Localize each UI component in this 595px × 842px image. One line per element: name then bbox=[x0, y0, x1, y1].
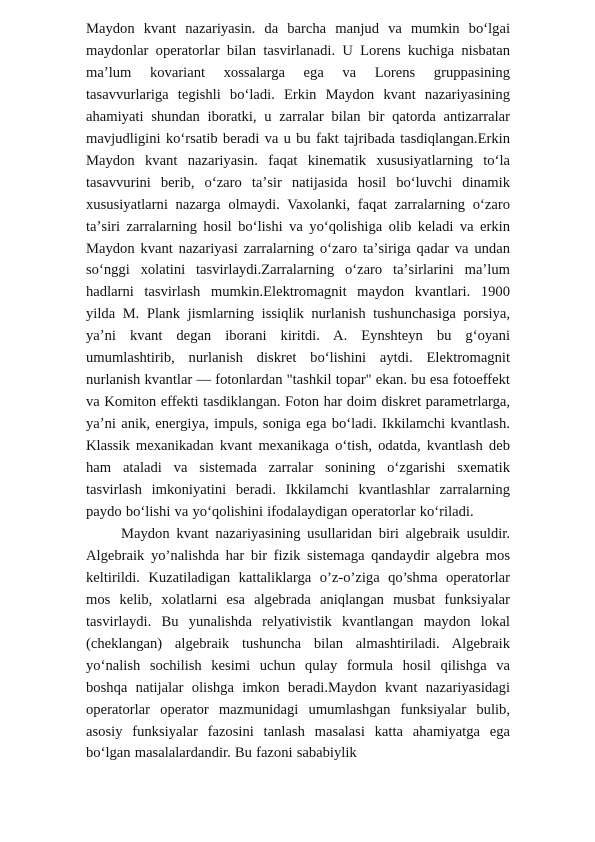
document-page bbox=[86, 19, 510, 765]
paragraph-field-quantization: Maydon kvant nazariyasin. da barcha manjud va mumkin boʻlgai maydonlar operatorlar bilan tasvirlanadi. U Lorens kuchiga nisbatan maʼlum kovariant xossalarga ega va Lorens gruppasining tasavvurlariga tegishli boʻladi. Erkin Maydon kvant nazariyasining ahamiyati shundan iboratki, u zarralar bilan bir qatorda antizarralar mavjudligini koʻrsatib beradi va u bu fakt tajribada tasdiqlangan.Erkin Maydon kvant nazariyasin. faqat kinematik xususiyatlarning toʻla tasavvurini berib, oʻzaro taʼsir natijasida hosil boʻluvchi dinamik xususiyatlarni nazarga olmaydi. Vaxolanki, faqat zarralarning oʻzaro taʼsiri zarralarning hosil boʻlishi va yoʻqolishiga olib keladi va erkin Maydon kvant nazariyasi zarralarning oʻzaro taʼsiriga qadar va undan soʻnggi xolatini tasvirlaydi.Zarralarning oʻzaro taʼsirlarini maʼlum hadlarni tasvirlash mumkin.Elektromagnit maydon kvantlari. 1900 yilda M. Plank jismlarning issiqlik nurlanish tushunchasiga porsiya, yaʼni kvant degan iborani kiritdi. A. Eynshteyn bu gʻoyani umumlashtirib, nurlanish diskret boʻlishini aytdi. Elektromagnit nurlanish kvantlar — fotonlardan "tashkil topar" ekan. bu esa fotoeffekt va Komiton effekti tasdiklangan. Foton har doim diskret parametrlarga, yaʼni anik, energiya, impuls, soniga ega boʻladi. Ikkilamchi kvantlash. Klassik mexanikadan kvant mexanikaga oʻtish, odatda, kvantlash deb ham ataladi va sistemada zarralar sonining oʻzgarishi sxematik tasvirlash imkoniyatini beradi. Ikkilamchi kvantlashlar zarralarning paydo boʻlishi va yoʻqolishini ifodalaydigan operatorlar koʻriladi. bbox=[86, 21, 510, 520]
paragraph-algebraic-approach: Maydon kvant nazariyasining usullaridan biri algebraik usuldir. Algebraik yo’nalishda har bir fizik sistemaga qandaydir algebra mos keltirildi. Kuzatiladigan kattaliklarga o’z-o’ziga qo’shma operatorlar mos kelib, xolatlarni esa algebrada aniqlangan musbat funksiyalar tasvirlaydi. Bu yunalishda relyativistik kvantlangan maydon lokal (cheklangan) algebraik tushuncha bilan almashtiriladi. Algebraik yoʻnalish sochilish kesimi uchun qulay formula hosil qilishga va boshqa natijalar olishga imkon beradi.Maydon kvant nazariyasidagi operatorlar operator mazmunidagi umumlashgan funksiyalar bulib, asosiy funksiyalar fazosini tanlash masalasi katta ahamiyatga ega boʻlgan masalalardandir. Bu fazoni sababiylik bbox=[86, 525, 510, 762]
